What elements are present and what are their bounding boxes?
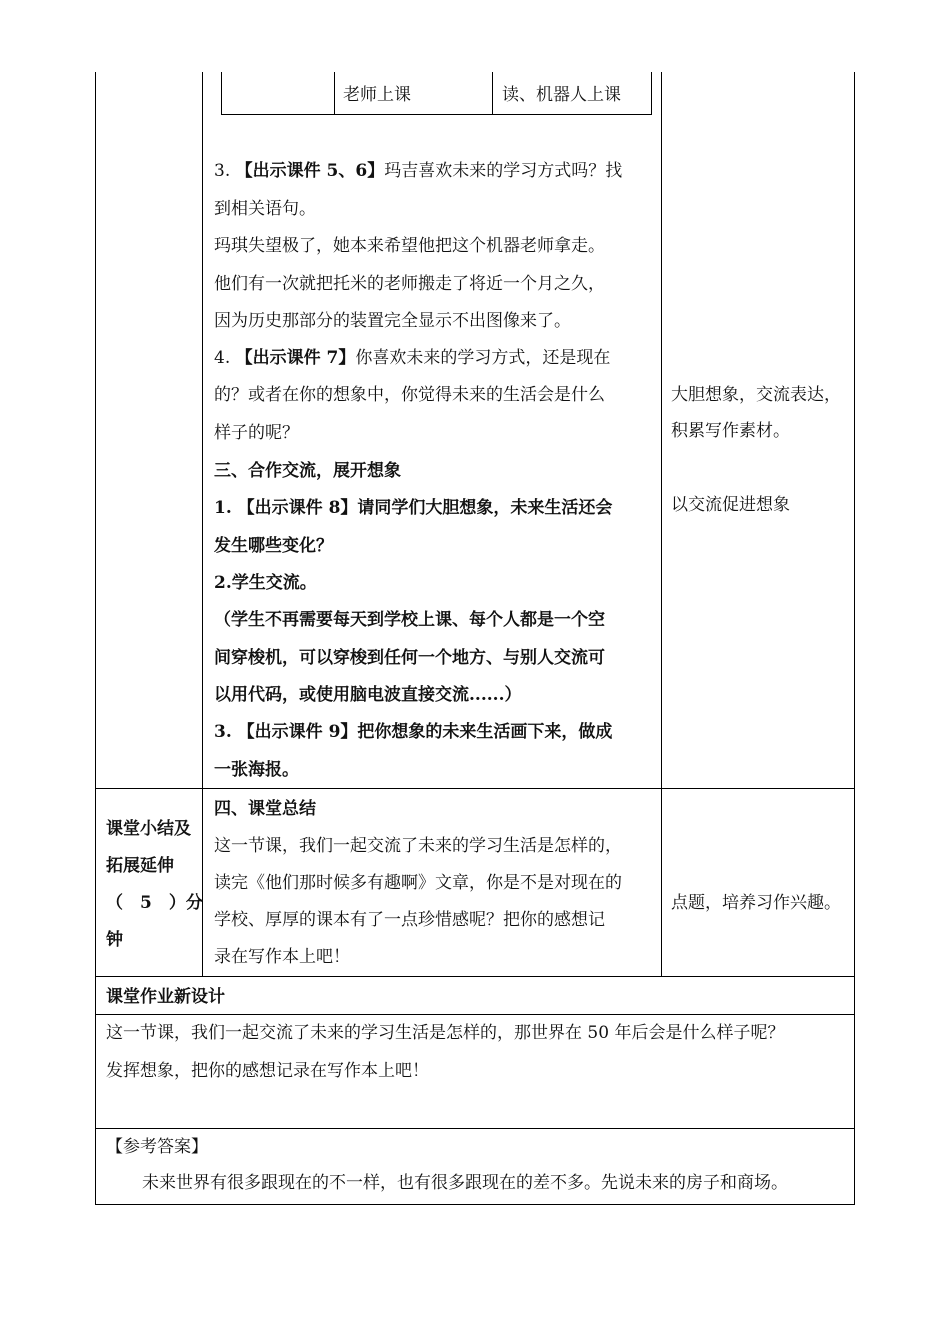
inner-col-2 xyxy=(492,72,493,115)
summary-label-1: 课堂小结及 xyxy=(106,819,191,839)
quote-line-2: 他们有一次就把托米的老师搬走了将近一个月之久， xyxy=(214,274,605,294)
step3-line1: 3. 【出示课件 9】把你想象的未来生活画下来，做成 xyxy=(214,722,613,742)
intent-line-3: 以交流促进想象 xyxy=(671,495,790,515)
border-left xyxy=(95,72,96,1205)
row-line-summary-top xyxy=(95,788,855,789)
item3-bracket: 【出示课件 5、6】 xyxy=(235,161,385,181)
step2: 2.学生交流。 xyxy=(214,573,317,593)
item3-num: 3. xyxy=(214,161,231,181)
quote-line-3: 因为历史那部分的装置完全显示不出图像来了。 xyxy=(214,311,571,331)
inner-bottom xyxy=(221,114,652,115)
intent-line-2: 积累写作素材。 xyxy=(671,421,790,441)
border-bottom xyxy=(95,1204,855,1205)
row-line-summary-bottom xyxy=(95,976,855,977)
inner-cell-2: 老师上课 xyxy=(343,85,411,105)
step1-line1: 1. 【出示课件 8】请同学们大胆想象，未来生活还会 xyxy=(214,498,613,518)
col-divider-1 xyxy=(202,72,203,977)
step3-line2: 一张海报。 xyxy=(214,760,299,780)
intent-line-1: 大胆想象，交流表达， xyxy=(671,385,841,405)
border-right xyxy=(854,72,855,1205)
col-divider-2 xyxy=(661,72,662,977)
item4-line3: 样子的呢？ xyxy=(214,423,299,443)
inner-cell-3: 读、机器人上课 xyxy=(502,85,621,105)
inner-right xyxy=(651,72,652,115)
summary-label-2: 拓展延伸 xyxy=(106,856,174,876)
step2-detail-2: 间穿梭机，可以穿梭到任何一个地方、与别人交流可 xyxy=(214,648,605,668)
row-line-homework-heading xyxy=(95,1014,855,1015)
quote-line-1: 玛琪失望极了，她本来希望他把这个机器老师拿走。 xyxy=(214,236,605,256)
item4-num: 4. xyxy=(214,348,231,368)
homework-heading: 课堂作业新设计 xyxy=(106,987,225,1007)
row-line-answer-top xyxy=(95,1128,855,1129)
item3-line1 xyxy=(214,160,622,182)
answer-body: 未来世界有很多跟现在的不一样，也有很多跟现在的差不多。先说未来的房子和商场。 xyxy=(142,1173,788,1193)
item4-bracket: 【出示课件 7】 xyxy=(235,348,356,368)
section3-heading: 三、合作交流，展开想象 xyxy=(214,461,401,481)
item4-line1 xyxy=(214,347,610,369)
inner-col-1 xyxy=(334,72,335,115)
summary-label-4: 钟 xyxy=(106,930,123,950)
summary-intent: 点题，培养习作兴趣。 xyxy=(671,893,841,913)
summary-body-2: 读完《他们那时候多有趣啊》文章，你是不是对现在的 xyxy=(214,873,622,893)
homework-body-1: 这一节课，我们一起交流了未来的学习生活是怎样的，那世界在 50 年后会是什么样子呢？ xyxy=(106,1023,785,1043)
summary-body-3: 学校、厚厚的课本有了一点珍惜感呢？把你的感想记 xyxy=(214,910,605,930)
step2-detail-3: 以用代码，或使用脑电波直接交流......） xyxy=(214,685,522,705)
item3-line2: 到相关语句。 xyxy=(214,199,316,219)
summary-label-3: （ 5 ）分 xyxy=(106,893,203,913)
summary-heading: 四、课堂总结 xyxy=(214,799,316,819)
item4-text: 你喜欢未来的学习方式，还是现在 xyxy=(355,348,611,368)
inner-left xyxy=(221,72,222,115)
summary-body-4: 录在写作本上吧！ xyxy=(214,947,350,967)
step1-line2: 发生哪些变化？ xyxy=(214,536,333,556)
item4-line2: 的？或者在你的想象中，你觉得未来的生活会是什么 xyxy=(214,385,605,405)
homework-body-2: 发挥想象，把你的感想记录在写作本上吧！ xyxy=(106,1061,429,1081)
summary-body-1: 这一节课，我们一起交流了未来的学习生活是怎样的， xyxy=(214,836,622,856)
step2-detail-1: （学生不再需要每天到学校上课、每个人都是一个空 xyxy=(214,610,605,630)
answer-heading: 【参考答案】 xyxy=(106,1137,208,1157)
item3-text: 玛吉喜欢未来的学习方式吗？找 xyxy=(384,161,623,181)
